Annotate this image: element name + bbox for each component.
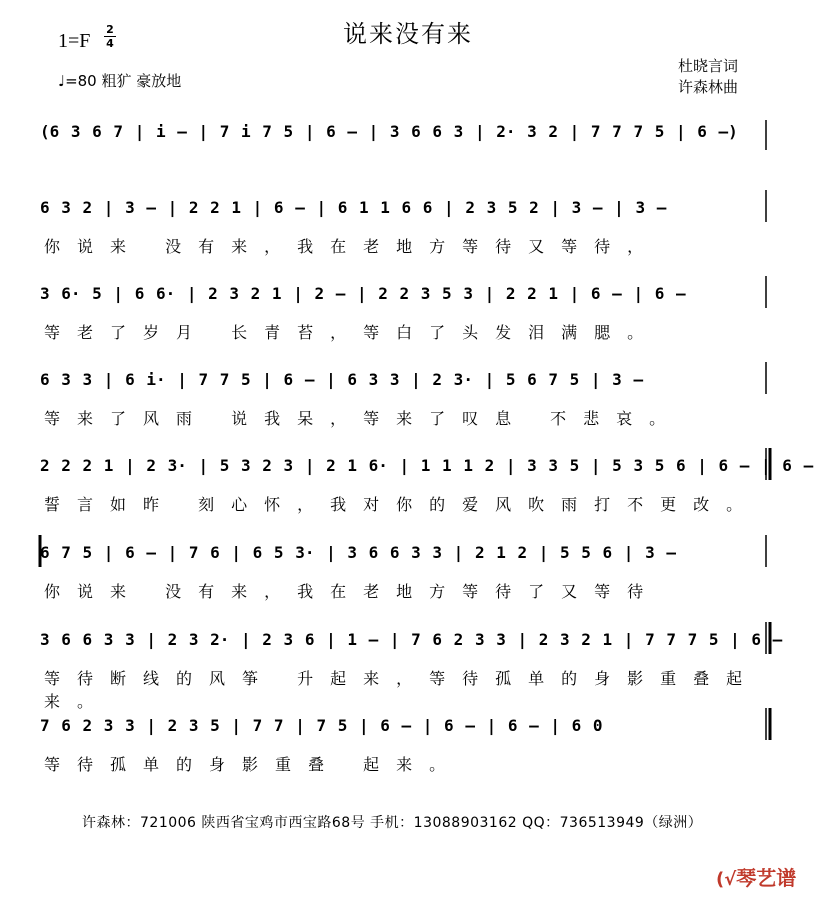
lyrics-line: 等老了岁月 长青苔，等白了头发泪满腮。 [44,323,661,342]
notes-line: 3 6· 5 | 6 6· | 2 3 2 1 | 2 – | 2 2 3 5 3 | 2 2 1 | 6 – | 6 – [40,284,686,303]
notes-line: 6 7 5 | 6 – | 7 6 | 6 5 3· | 3 6 6 3 3 | 2 1 2 | 5 5 6 | 3 – [40,543,676,562]
meter-bottom: 4 [106,37,114,50]
tempo-marking: ♩=80 粗犷 豪放地 [58,72,182,90]
composer: 许森林曲 [678,78,739,96]
key-signature: 1=F [58,30,91,52]
meter-top: 2 [106,23,114,36]
lyrics-line: 等来了风雨 说我呆，等来了叹息 不悲哀。 [44,409,683,428]
notes-line: 2 2 2 1 | 2 3· | 5 3 2 3 | 2 1 6· | 1 1 1 2 | 3 3 5 | 5 3 5 6 | 6 – | 6 – [40,456,814,475]
notes-line: 6 3 3 | 6 i· | 7 7 5 | 6 – | 6 3 3 | 2 3· | 5 6 7 5 | 3 – [40,370,644,389]
logo-text: 琴艺谱 [736,866,797,890]
lyrics-line: 你说来 没有来，我在老地方等待又等待， [44,237,661,256]
notes-line: 7 6 2 3 3 | 2 3 5 | 7 7 | 7 5 | 6 – | 6 – | 6 – | 6 0 [40,716,603,735]
lyrics-line: 你说来 没有来，我在老地方等待了又等待 [44,582,661,601]
notes-line: (6 3 6 7 | i – | 7 i 7 5 | 6 – | 3 6 6 3 | 2· 3 2 | 7 7 7 5 | 6 –) [40,122,738,141]
notes-line: 6 3 2 | 3 – | 2 2 1 | 6 – | 6 1 1 6 6 | 2 3 5 2 | 3 – | 3 – [40,198,667,217]
lyricist: 杜晓言词 [678,57,739,75]
lyrics-line: 等待孤单的身影重叠 起来。 [44,755,463,774]
site-logo [716,862,796,891]
logo-mark: (√ [716,869,737,890]
lyrics-line: 等待断线的风筝 升起来，等待孤单的身影重叠起来。 [44,669,760,711]
notes-line: 3 6 6 3 3 | 2 3 2· | 2 3 6 | 1 – | 7 6 2 3 3 | 2 3 2 1 | 7 7 7 5 | 6 – [40,630,783,649]
contact-footer: 许森林：721006 陕西省宝鸡市西宝路68号 手机：13088903162 QQ：736513949（绿洲） [82,815,703,831]
lyrics-line: 誓言如昨 刻心怀，我对你的爱风吹雨打不更改。 [44,495,760,514]
song-title: 说来没有来 [343,20,473,48]
